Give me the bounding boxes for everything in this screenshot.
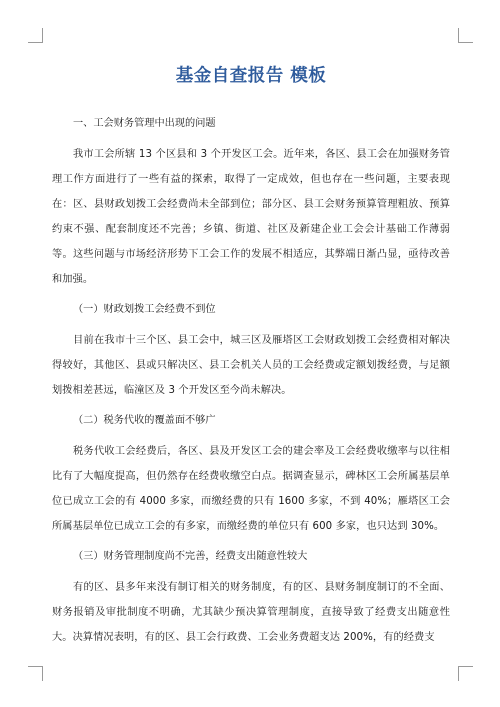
subsection-heading-3: （三）财务管理制度尚不完善，经费支出随意性较大 (73, 551, 308, 562)
document-body (52, 56, 450, 656)
subsection-paragraph-3: 有的区、县多年来没有制订相关的财务制度，有的区、县财务制度制订的不全面、财务报销及审批制度不明确，尤其缺少预决算管理制度，直接导致了经费支出随意性大。决算情况表明，有的区、县工会行政费、工会业务费超支达 200%，有的经费支 (52, 582, 450, 643)
crop-mark-top-right (458, 28, 473, 43)
subsection-paragraph-1: 目前在我市十三个区、县工会中，城三区及雁塔区工会财政划拨工会经费相对解决得较好，其他区、县或只解决区、县工会机关人员的工会经费或定额划拨经费，与足额划拨相差甚远，临潼区及 3 个开发区至今尚未解决。 (52, 335, 450, 396)
subsection-heading-2: （二）税务代收的覆盖面不够广 (73, 415, 216, 426)
crop-mark-bottom-right (458, 666, 473, 681)
subsection-paragraph-2: 税务代收工会经费后，各区、县及开发区工会的建会率及工会经费收缴率与以往相比有了大幅度提高，但仍然存在经费收缴空白点。据调查显示，碑林区工会所属基层单位已成立工会的有 4000 多家，而缴经费的只有 1600 多家，不到 40%；雁塔区工会所属基层单位已成立工会的有多家，而缴经费的单位只有 600 多家，也只达到 30%。 (52, 446, 450, 532)
subsection-heading-1: （一）财政划拨工会经费不到位 (73, 304, 216, 315)
section-heading: 一、工会财务管理中出现的问题 (73, 118, 216, 129)
crop-mark-bottom-left (28, 666, 43, 681)
section-paragraph: 我市工会所辖 13 个区县和 3 个开发区工会。近年来，各区、县工会在加强财务管理工作方面进行了一些有益的探索，取得了一定成效，但也存在一些问题，主要表现在：区、县财政划拨工会经费尚未全部到位；部分区、县工会财务预算管理粗放、预算约束不强、配套制度还不完善；乡镇、街道、社区及新建企业工会会计基础工作薄弱等。这些问题与市场经济形势下工会工作的发展不相适应，其弊端日渐凸显，亟待改善和加强。 (52, 149, 450, 285)
document-title: 基金自查报告 模板 (175, 66, 327, 86)
crop-mark-top-left (28, 28, 43, 43)
